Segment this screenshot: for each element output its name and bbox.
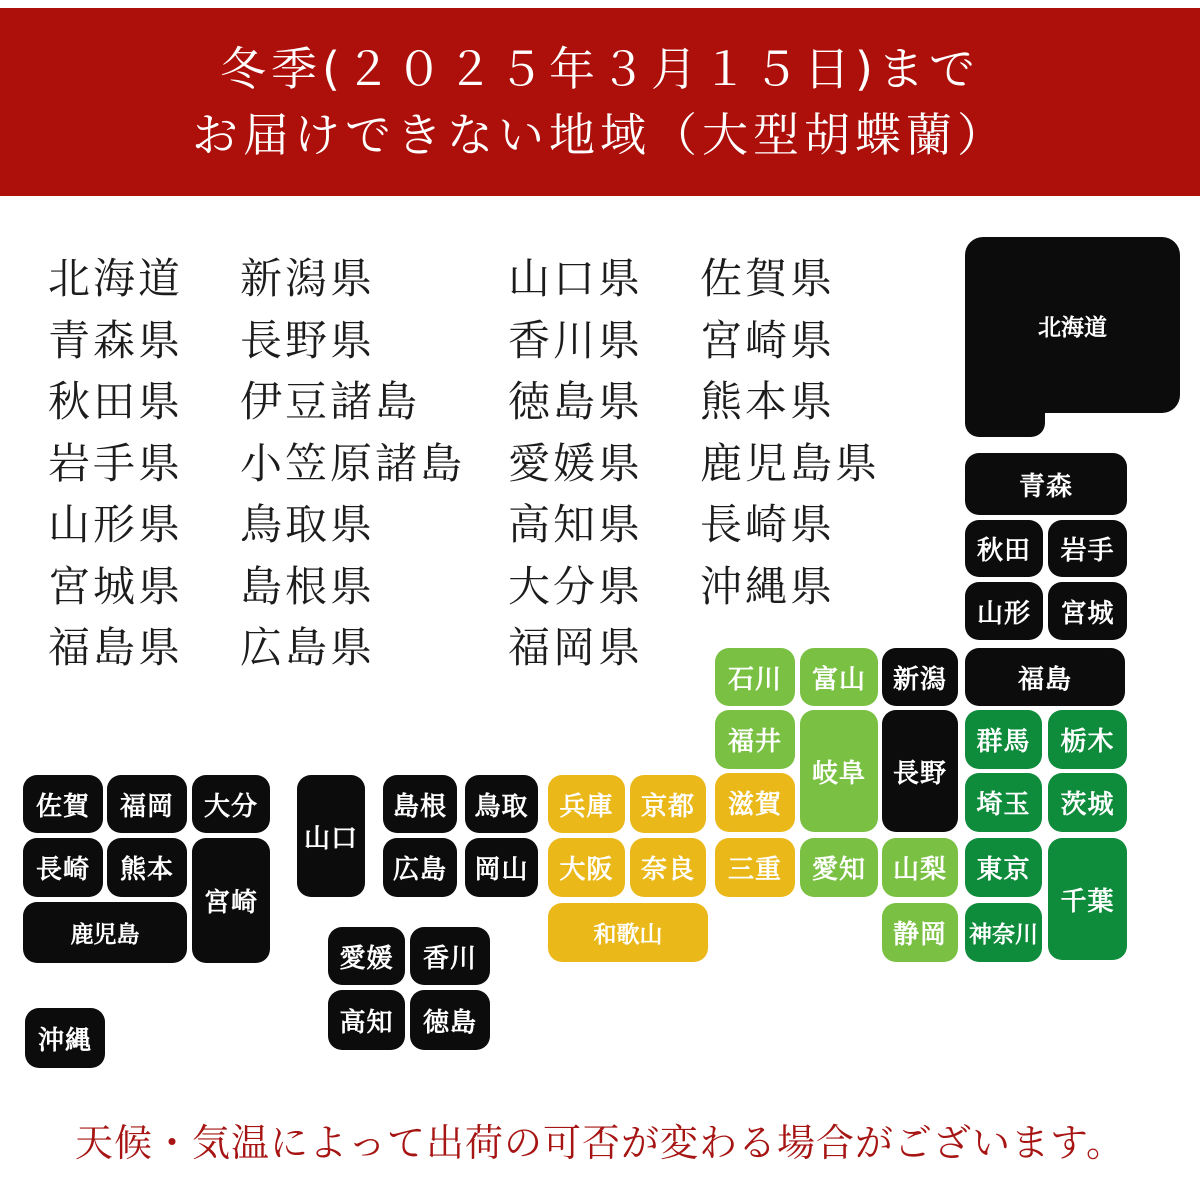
- prefecture-list-item: 鹿児島県: [700, 438, 881, 488]
- map-tile: [1048, 582, 1127, 640]
- map-tile-label: 山形: [976, 598, 1031, 629]
- prefecture-list-item: 徳島県: [508, 377, 644, 426]
- prefecture-list-item: 香川県: [508, 315, 644, 365]
- map-tile: [965, 520, 1043, 577]
- map-tile: [465, 775, 538, 833]
- map-tile-label: 高知: [339, 1007, 394, 1038]
- prefecture-list-item: 広島県: [240, 623, 376, 672]
- map-tile: [410, 990, 490, 1050]
- map-tile-label: 岐阜: [811, 758, 866, 789]
- map-tile-label: 山梨: [892, 855, 947, 885]
- map-tile-label: 大分: [203, 791, 258, 822]
- map-tile: [1048, 773, 1127, 832]
- map-tile-label: 北海道: [1038, 314, 1107, 341]
- map-tile: [1048, 838, 1127, 960]
- map-tile: [965, 773, 1042, 832]
- prefecture-list-item: 福島県: [48, 623, 184, 672]
- prefecture-list-item: 北海道: [48, 254, 184, 303]
- map-tile: [800, 710, 878, 832]
- map-tile: [882, 903, 958, 962]
- map-tile: [192, 775, 270, 833]
- map-tile-extension: [965, 370, 1045, 437]
- map-tile-label: 大阪: [559, 855, 614, 885]
- map-tile-label: 滋賀: [727, 790, 782, 820]
- prefecture-list-item: 長崎県: [700, 500, 836, 549]
- map-tile-label: 和歌山: [593, 922, 663, 948]
- banner-line-1: 冬季(２０２５年３月１５日)まで: [220, 42, 980, 96]
- map-tile: [548, 838, 625, 897]
- map-tile: [1048, 520, 1127, 577]
- map-tile: [965, 710, 1042, 769]
- map-tile: [965, 838, 1042, 897]
- map-tile-label: 福井: [727, 727, 782, 757]
- prefecture-list-item: 佐賀県: [700, 254, 836, 303]
- prefecture-list-item: 長野県: [240, 315, 376, 365]
- map-tile: [328, 990, 405, 1050]
- prefecture-list-item: 新潟県: [240, 254, 376, 303]
- map-tile-label: 岡山: [474, 855, 529, 885]
- prefecture-list-item: 沖縄県: [700, 561, 836, 611]
- banner-line-2: お届けできない地域（大型胡蝶蘭）: [192, 108, 1008, 162]
- map-tile-label: 埼玉: [976, 790, 1031, 820]
- map-tile: [965, 903, 1042, 962]
- map-tile-label: 青森: [1018, 471, 1073, 502]
- map-tile-label: 山口: [303, 823, 358, 854]
- map-tile: [328, 927, 405, 985]
- prefecture-list-item: 島根県: [240, 561, 376, 611]
- map-tile: [882, 838, 958, 897]
- prefecture-list-item: 青森県: [48, 315, 184, 365]
- prefecture-list-item: 宮崎県: [700, 315, 836, 365]
- map-tile-label: 徳島: [422, 1007, 477, 1038]
- prefecture-list-item: 愛媛県: [508, 438, 644, 488]
- map-tile-label: 秋田: [976, 536, 1031, 566]
- prefecture-list-item: 宮城県: [48, 561, 184, 611]
- map-tile-label: 鳥取: [474, 791, 529, 822]
- map-tile: [107, 838, 187, 897]
- map-tile-label: 長野: [892, 758, 947, 789]
- map-tile-label: 茨城: [1060, 790, 1115, 820]
- map-tile: [1048, 710, 1127, 769]
- map-tile: [715, 648, 795, 706]
- map-tile: [715, 773, 795, 832]
- map-tile: [965, 582, 1043, 640]
- map-tile-label: 香川: [422, 943, 477, 974]
- map-tile: [715, 838, 795, 897]
- map-tile-label: 兵庫: [559, 791, 614, 822]
- map-tile: [23, 902, 187, 963]
- map-tile-label: 岩手: [1060, 536, 1115, 566]
- map-tile: [800, 648, 878, 706]
- prefecture-list-item: 小笠原諸島: [240, 438, 466, 488]
- map-tile: [25, 1008, 105, 1068]
- prefecture-list-item: 岩手県: [48, 438, 184, 488]
- map-tile-label: 三重: [727, 855, 782, 885]
- map-tile: [410, 927, 490, 985]
- map-tile-label: 群馬: [976, 727, 1031, 757]
- map-tile-label: 東京: [976, 855, 1031, 885]
- map-tile: [630, 775, 706, 833]
- prefecture-list-item: 伊豆諸島: [240, 377, 421, 426]
- map-tile-label: 長崎: [35, 855, 90, 885]
- map-tile-label: 静岡: [892, 920, 947, 950]
- map-tile-label: 熊本: [119, 855, 174, 885]
- map-tile: [548, 903, 708, 962]
- map-tile-label: 新潟: [892, 664, 947, 695]
- map-tile: [548, 775, 625, 833]
- prefecture-list-item: 山口県: [508, 254, 644, 303]
- prefecture-list-item: 熊本県: [700, 377, 836, 426]
- map-tile: [23, 775, 103, 833]
- map-tile-label: 福島: [1017, 664, 1072, 695]
- map-tile-label: 愛知: [811, 855, 866, 885]
- prefecture-list-item: 秋田県: [48, 377, 184, 426]
- map-tile: [297, 775, 365, 897]
- map-tile-label: 千葉: [1060, 886, 1115, 917]
- prefecture-list-item: 大分県: [508, 561, 644, 611]
- prefecture-list-item: 鳥取県: [240, 500, 376, 549]
- map-tile: [965, 453, 1127, 515]
- map-tile: [630, 838, 706, 897]
- prefecture-list-item: 福岡県: [508, 623, 644, 672]
- map-tile-label: 京都: [640, 791, 695, 822]
- map-tile: [107, 775, 187, 833]
- map-tile-label: 沖縄: [37, 1025, 92, 1056]
- map-tile-label: 石川: [727, 664, 782, 695]
- footer-note: 天候・気温によって出荷の可否が変わる場合がございます。: [75, 1121, 1125, 1165]
- map-tile-label: 福岡: [119, 791, 174, 822]
- map-tile-label: 富山: [811, 664, 866, 695]
- map-tile-label: 栃木: [1060, 727, 1115, 757]
- map-tile: [715, 710, 795, 769]
- map-tile: [465, 838, 538, 897]
- map-tile-label: 佐賀: [35, 791, 90, 822]
- map-tile-label: 奈良: [640, 855, 695, 885]
- map-tile: [882, 710, 958, 832]
- map-tile-label: 宮城: [1060, 598, 1115, 629]
- map-tile: [800, 838, 878, 897]
- map-tile: [23, 838, 103, 897]
- prefecture-list-item: 山形県: [48, 500, 184, 549]
- map-tile-label: 宮崎: [203, 888, 258, 918]
- map-tile: [383, 838, 457, 897]
- prefecture-list-item: 高知県: [508, 500, 644, 549]
- map-tile-label: 島根: [392, 791, 447, 822]
- map-tile: [192, 838, 270, 963]
- map-tile: [965, 648, 1125, 706]
- map-tile: [383, 775, 457, 833]
- map-tile: [882, 648, 958, 706]
- map-tile-label: 愛媛: [339, 943, 394, 974]
- map-tile-label: 鹿児島: [70, 922, 140, 948]
- map-tile-label: 神奈川: [969, 922, 1038, 948]
- map-tile-label: 広島: [392, 855, 447, 885]
